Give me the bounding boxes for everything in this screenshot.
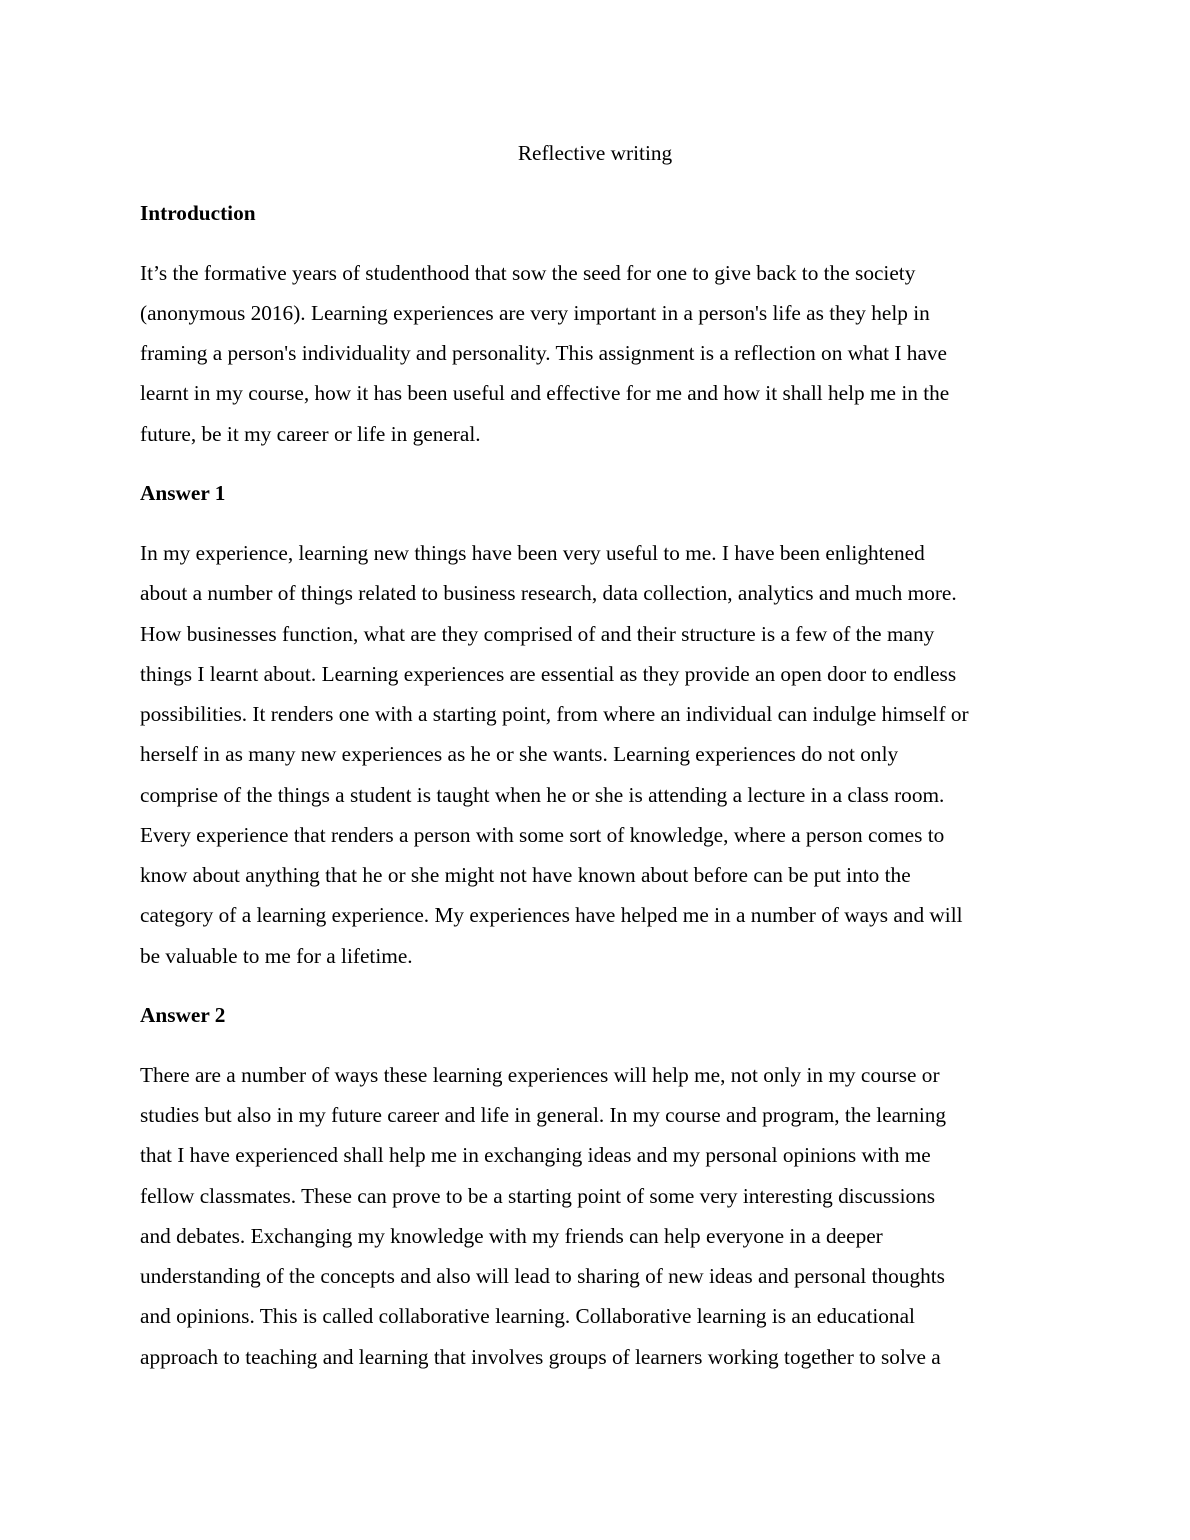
paragraph-line: and debates. Exchanging my knowledge with my friends can help everyone in a deeper	[140, 1224, 883, 1248]
paragraph-line: Every experience that renders a person with some sort of knowledge, where a person comes to	[140, 823, 945, 847]
paragraph-line: be valuable to me for a lifetime.	[140, 944, 413, 968]
paragraph-line: It’s the formative years of studenthood that sow the seed for one to give back to the society	[140, 261, 916, 285]
paragraph-line: things I learnt about. Learning experiences are essential as they provide an open door to endless	[140, 662, 957, 686]
paragraph-line: learnt in my course, how it has been useful and effective for me and how it shall help me in the	[140, 381, 950, 405]
paragraph-line: about a number of things related to business research, data collection, analytics and much more.	[140, 581, 957, 605]
paragraph-line: and opinions. This is called collaborative learning. Collaborative learning is an educational	[140, 1304, 915, 1328]
paragraph-line: fellow classmates. These can prove to be a starting point of some very interesting discussions	[140, 1184, 936, 1208]
paragraph-line: future, be it my career or life in general.	[140, 422, 481, 446]
paragraph-line: category of a learning experience. My experiences have helped me in a number of ways and will	[140, 903, 963, 927]
document-title: Reflective writing	[517, 141, 673, 165]
paragraph-line: There are a number of ways these learning experiences will help me, not only in my course or	[140, 1063, 940, 1087]
paragraph-line: that I have experienced shall help me in exchanging ideas and my personal opinions with me	[140, 1143, 931, 1167]
paragraph-line: possibilities. It renders one with a starting point, from where an individual can indulge himself or	[140, 702, 969, 726]
section-heading-answer-1: Answer 1	[140, 481, 226, 505]
paragraph-line: understanding of the concepts and also will lead to sharing of new ideas and personal thoughts	[140, 1264, 945, 1288]
paragraph-line: know about anything that he or she might not have known about before can be put into the	[140, 863, 911, 887]
paragraph-line: How businesses function, what are they comprised of and their structure is a few of the many	[140, 622, 935, 646]
paragraph-line: In my experience, learning new things have been very useful to me. I have been enlightened	[140, 541, 925, 565]
paragraph-line: framing a person's individuality and personality. This assignment is a reflection on what I have	[140, 341, 948, 365]
paragraph-line: studies but also in my future career and life in general. In my course and program, the learning	[140, 1103, 947, 1127]
section-heading-answer-2: Answer 2	[140, 1003, 226, 1027]
paragraph-line: herself in as many new experiences as he or she wants. Learning experiences do not only	[140, 742, 899, 766]
paragraph-line: approach to teaching and learning that involves groups of learners working together to solve a	[140, 1345, 941, 1369]
paragraph-line: (anonymous 2016). Learning experiences are very important in a person's life as they help in	[140, 301, 930, 325]
paragraph-line: comprise of the things a student is taught when he or she is attending a lecture in a class room.	[140, 783, 945, 807]
section-heading-introduction: Introduction	[140, 201, 256, 225]
